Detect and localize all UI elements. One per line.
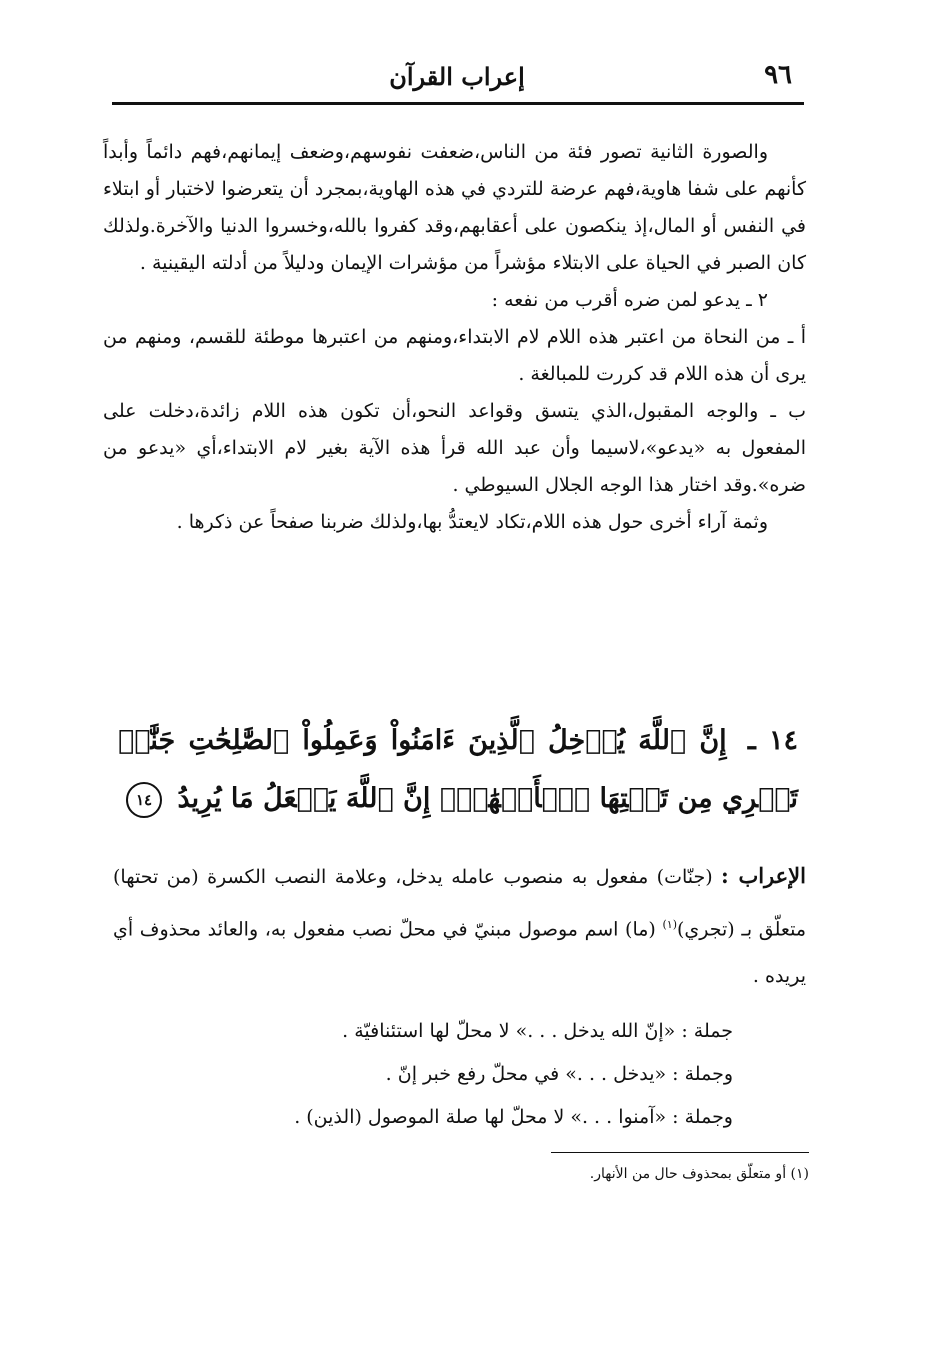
paragraph-other-views: وثمة آراء أخرى حول هذه اللام،تكاد لايعتدُّ بها،ولذلك ضربنا صفحاً عن ذكرها . (176, 511, 768, 533)
irab-text-part1: (جنّات) مفعول به منصوب عامله يدخل، وعلامة النصب الكسرة (من تحتها) متعلّق بـ (تجري) (113, 866, 807, 941)
sentence-analysis (173, 1010, 733, 1139)
footnote-reference: (١) (662, 918, 677, 931)
running-title: إعراب القرآن (389, 62, 525, 91)
sentence-line: وجملة : «آمنوا . . .» لا محلّ لها صلة الموصول (الذين) . (294, 1106, 733, 1128)
page-header (112, 56, 802, 96)
footnote-rule (551, 1152, 809, 1153)
commentary-text (103, 134, 806, 541)
header-rule (112, 102, 804, 105)
paragraph-heading-2: ٢ ـ يدعو لمن ضره أقرب من نفعه : (491, 289, 768, 311)
sentence-line: جملة : «إنّ الله يدخل . . .» لا محلّ لها استئنافيّة . (342, 1020, 733, 1042)
irab-text-part2: (ما) اسم موصول مبنيّ في محلّ نصب مفعول به، والعائد محذوف أي يريده . (113, 918, 806, 988)
sentence-line: وجملة : «يدخل . . .» في محلّ رفع خبر إنّ . (385, 1063, 733, 1085)
paragraph-point-b: ب ـ والوجه المقبول،الذي يتسق وقواعد النحو،أن تكون هذه اللام زائدة،دخلت على المفعول به «يدعو»،لاسيما وأن عبد الله قرأ هذه الآية بغير لام الابتداء،أي «يدعو من ضره».وقد اختار هذا الوجه الجلال السيوطي . (103, 400, 806, 496)
paragraph-second-image: والصورة الثانية تصور فئة من الناس،ضعفت نفوسهم،وضعف إيمانهم،فهم دائماً وأبداً كأنهم على شفا هاوية،فهم عرضة للتردي في هذه الهاوية،بمجرد أن يتعرضوا لاختبار أو ابتلاء في النفس أو المال،إذ ينكصون على أعقابهم،وقد كفروا بالله،وخسروا الدنيا والآخرة.ولذلك كان الصبر في الحياة على الابتلاء مؤشراً من مؤشرات الإيمان ودليلاً من أدلته اليقينية . (103, 141, 806, 274)
verse-end-mark-icon: ١٤ (126, 782, 162, 818)
paragraph-point-a: أ ـ من النحاة من اعتبر هذه اللام لام الابتداء،ومنهم من اعتبرها موطئة للقسم، ومنهم من يرى أن هذه اللام قد كررت للمبالغة . (103, 326, 806, 385)
page-number: ٩٦ (764, 60, 792, 90)
irab-section (113, 852, 806, 1000)
verse-text: إِنَّ ٱللَّهَ يُدۡخِلُ ٱلَّذِينَ ءَامَنُواْ وَعَمِلُواْ ٱلصَّٰلِحَٰتِ جَنَّٰتٖ تَجۡرِي مِن تَحۡتِهَا ٱلۡأَنۡهَٰرُۚ إِنَّ ٱللَّهَ يَفۡعَلُ مَا يُرِيدُ (118, 725, 798, 814)
irab-label: الإعراب : (721, 863, 806, 888)
verse-number: ١٤ ـ (747, 725, 798, 756)
footnote: (١) أو متعلّق بمحذوف حال من الأنهار. (589, 1166, 809, 1182)
quran-verse (118, 712, 798, 828)
